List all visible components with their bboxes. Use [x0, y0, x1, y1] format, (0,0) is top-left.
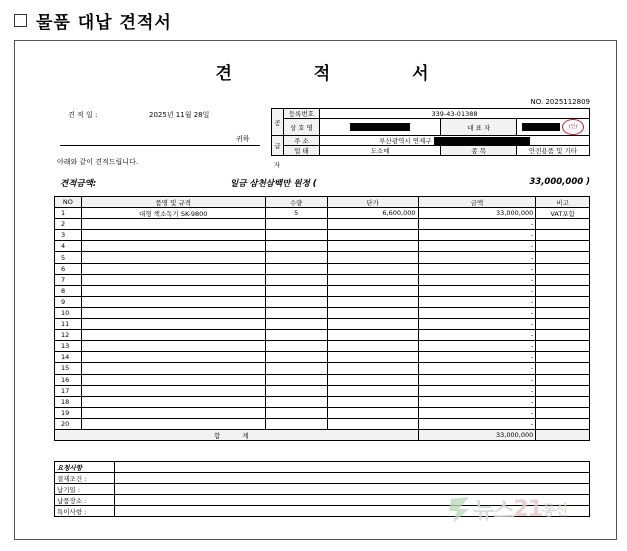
- row-no: 7: [55, 274, 82, 285]
- row-item-name: [81, 274, 265, 285]
- row-no: 1: [55, 208, 82, 219]
- row-note: [536, 352, 590, 363]
- row-no: 13: [55, 341, 82, 352]
- notes-row-label: 납기일 :: [55, 484, 115, 495]
- table-row: [55, 274, 590, 285]
- table-row: [55, 363, 590, 374]
- row-no: 20: [55, 418, 82, 429]
- row-no: 14: [55, 352, 82, 363]
- table-row: [55, 208, 590, 219]
- row-qty: [265, 352, 327, 363]
- row-qty: [265, 230, 327, 241]
- row-amount: -: [418, 363, 536, 374]
- row-item-name: [81, 252, 265, 263]
- row-note: [536, 219, 590, 230]
- business-type-value: 도소매: [319, 146, 441, 156]
- row-unit-price: [327, 252, 418, 263]
- table-row: [55, 296, 590, 307]
- row-qty: [265, 396, 327, 407]
- row-no: 16: [55, 374, 82, 385]
- row-no: 18: [55, 396, 82, 407]
- intro-text: 아래와 같이 견적드립니다.: [57, 158, 139, 166]
- row-no: 5: [55, 252, 82, 263]
- row-amount: -: [418, 374, 536, 385]
- document-number: NO. 2025112809: [530, 98, 590, 106]
- reg-number-value: 339-43-01388: [319, 109, 589, 119]
- table-row: [55, 319, 590, 330]
- row-qty: [265, 407, 327, 418]
- row-qty: [265, 374, 327, 385]
- notes-header-value: [115, 462, 590, 473]
- notes-row-label: 결제조건 :: [55, 473, 115, 484]
- watermark-suffix: 통신: [542, 502, 568, 519]
- row-unit-price: [327, 307, 418, 318]
- row-unit-price: [327, 230, 418, 241]
- total-label: 합 계: [55, 429, 419, 440]
- row-unit-price: [327, 374, 418, 385]
- row-note: [536, 241, 590, 252]
- row-amount: -: [418, 385, 536, 396]
- row-amount: -: [418, 396, 536, 407]
- row-qty: [265, 307, 327, 318]
- row-note: [536, 296, 590, 307]
- table-row: [55, 307, 590, 318]
- redaction-bar: [434, 137, 530, 145]
- row-note: [536, 319, 590, 330]
- row-item-name: [81, 241, 265, 252]
- row-amount: -: [418, 319, 536, 330]
- row-item-name: [81, 385, 265, 396]
- row-item-name: 대형 책소독기 SK-9800: [81, 208, 265, 219]
- row-item-name: [81, 374, 265, 385]
- supplier-info-table: [271, 108, 590, 156]
- row-item-name: [81, 396, 265, 407]
- table-row: [55, 407, 590, 418]
- table-row: [55, 252, 590, 263]
- row-item-name: [81, 219, 265, 230]
- row-no: 4: [55, 241, 82, 252]
- redaction-bar: [350, 123, 410, 131]
- row-note: VAT포함: [536, 208, 590, 219]
- row-qty: [265, 363, 327, 374]
- table-row: [55, 352, 590, 363]
- row-note: [536, 407, 590, 418]
- row-no: 8: [55, 285, 82, 296]
- table-row: [55, 385, 590, 396]
- amount-korean: 일금 삼천삼백만 원정 (: [230, 179, 317, 189]
- address-value: 부산광역시 연제구: [319, 136, 589, 146]
- supplier-side-label-2: 급: [272, 136, 284, 156]
- header-qty: 수량: [265, 197, 327, 208]
- row-unit-price: [327, 296, 418, 307]
- items-table: [54, 196, 590, 441]
- row-amount: -: [418, 307, 536, 318]
- row-qty: [265, 285, 327, 296]
- row-item-name: [81, 307, 265, 318]
- row-note: [536, 307, 590, 318]
- row-unit-price: [327, 363, 418, 374]
- row-amount: -: [418, 263, 536, 274]
- category-label: 종 목: [441, 146, 517, 156]
- amount-label: 견적금액:: [60, 179, 97, 189]
- row-no: 11: [55, 319, 82, 330]
- row-amount: -: [418, 252, 536, 263]
- amount-row: [60, 177, 590, 191]
- company-name-label: 상 호 명: [283, 119, 319, 136]
- items-header-row: [55, 197, 590, 208]
- supplier-side-label-3: 자: [273, 161, 281, 169]
- news-watermark-logo: [447, 494, 567, 525]
- row-amount: -: [418, 352, 536, 363]
- quotation-document: [54, 44, 590, 524]
- row-no: 9: [55, 296, 82, 307]
- total-row: [55, 429, 590, 440]
- table-row: [55, 230, 590, 241]
- row-amount: -: [418, 341, 536, 352]
- row-no: 17: [55, 385, 82, 396]
- row-unit-price: [327, 385, 418, 396]
- row-qty: [265, 241, 327, 252]
- row-amount: -: [418, 330, 536, 341]
- reg-number-label: 등록번호: [283, 109, 319, 119]
- row-amount: -: [418, 241, 536, 252]
- row-unit-price: [327, 319, 418, 330]
- row-qty: [265, 330, 327, 341]
- row-unit-price: [327, 274, 418, 285]
- heading-text: 물품 대납 견적서: [36, 12, 172, 33]
- row-note: [536, 396, 590, 407]
- row-item-name: [81, 230, 265, 241]
- row-no: 10: [55, 307, 82, 318]
- notes-header: 요청사항: [55, 462, 115, 473]
- row-item-name: [81, 285, 265, 296]
- header-unit-price: 단가: [327, 197, 418, 208]
- row-qty: [265, 319, 327, 330]
- row-unit-price: [327, 241, 418, 252]
- row-unit-price: [327, 263, 418, 274]
- notes-row-value: [115, 484, 590, 495]
- row-note: [536, 330, 590, 341]
- row-unit-price: [327, 407, 418, 418]
- notes-row-label: 특이사항 :: [55, 506, 115, 517]
- row-note: [536, 274, 590, 285]
- supplier-side-label-1: 공: [272, 109, 284, 136]
- row-unit-price: [327, 341, 418, 352]
- row-qty: [265, 341, 327, 352]
- table-row: [55, 219, 590, 230]
- date-value: 2025년 11월 28일: [149, 111, 210, 119]
- row-amount: -: [418, 296, 536, 307]
- row-qty: [265, 274, 327, 285]
- company-seal-icon: (인): [562, 119, 584, 135]
- table-row: [55, 418, 590, 429]
- table-row: [55, 396, 590, 407]
- row-amount: -: [418, 418, 536, 429]
- notes-row-value: [115, 473, 590, 484]
- table-row: [55, 341, 590, 352]
- row-note: [536, 363, 590, 374]
- row-amount: -: [418, 407, 536, 418]
- row-item-name: [81, 263, 265, 274]
- row-amount: -: [418, 285, 536, 296]
- row-item-name: [81, 407, 265, 418]
- table-row: [55, 285, 590, 296]
- row-note: [536, 230, 590, 241]
- ceo-label: 대 표 자: [441, 119, 517, 136]
- address-label: 주 소: [283, 136, 319, 146]
- row-unit-price: [327, 285, 418, 296]
- table-row: [55, 241, 590, 252]
- row-amount: -: [418, 274, 536, 285]
- row-item-name: [81, 330, 265, 341]
- watermark-leaf-icon: [447, 495, 473, 525]
- total-amount: 33,000,000: [418, 429, 536, 440]
- row-item-name: [81, 319, 265, 330]
- row-amount: -: [418, 230, 536, 241]
- row-item-name: [81, 363, 265, 374]
- row-note: [536, 252, 590, 263]
- row-no: 19: [55, 407, 82, 418]
- watermark-number: 21: [513, 497, 543, 522]
- row-unit-price: [327, 418, 418, 429]
- company-name-value: [319, 119, 441, 136]
- table-row: [55, 263, 590, 274]
- row-qty: 5: [265, 208, 327, 219]
- notes-row-label: 납품장소 :: [55, 495, 115, 506]
- row-unit-price: [327, 219, 418, 230]
- row-note: [536, 285, 590, 296]
- ceo-value: [517, 119, 590, 136]
- row-no: 2: [55, 219, 82, 230]
- document-title: 견 적 서: [215, 64, 467, 84]
- header-name: 품명 및 규격: [81, 197, 265, 208]
- row-item-name: [81, 418, 265, 429]
- table-row: [55, 374, 590, 385]
- row-qty: [265, 263, 327, 274]
- watermark-text: 뉴스: [473, 499, 514, 524]
- row-item-name: [81, 341, 265, 352]
- row-item-name: [81, 352, 265, 363]
- amount-number: 33,000,000 ): [529, 177, 590, 187]
- row-unit-price: [327, 352, 418, 363]
- row-note: [536, 341, 590, 352]
- row-qty: [265, 219, 327, 230]
- page-heading: [14, 7, 172, 33]
- category-value: 안전용품 및 기타: [517, 146, 590, 156]
- row-no: 12: [55, 330, 82, 341]
- row-unit-price: [327, 396, 418, 407]
- row-note: [536, 263, 590, 274]
- row-amount: 33,000,000: [418, 208, 536, 219]
- row-note: [536, 418, 590, 429]
- row-qty: [265, 296, 327, 307]
- row-qty: [265, 418, 327, 429]
- row-no: 3: [55, 230, 82, 241]
- header-no: NO: [55, 197, 82, 208]
- business-type-label: 업 태: [283, 146, 319, 156]
- table-row: [55, 330, 590, 341]
- row-note: [536, 385, 590, 396]
- total-note: [536, 429, 590, 440]
- recipient-suffix: 귀하: [236, 135, 250, 143]
- redaction-bar: [522, 123, 560, 131]
- row-no: 15: [55, 363, 82, 374]
- row-amount: -: [418, 219, 536, 230]
- row-no: 6: [55, 263, 82, 274]
- header-note: 비고: [536, 197, 590, 208]
- quotation-document-frame: [14, 40, 617, 540]
- row-unit-price: [327, 330, 418, 341]
- row-item-name: [81, 296, 265, 307]
- row-note: [536, 374, 590, 385]
- row-qty: [265, 252, 327, 263]
- row-qty: [265, 385, 327, 396]
- recipient-underline: [60, 145, 260, 146]
- checkbox-square-icon: [14, 14, 27, 27]
- header-amount: 금액: [418, 197, 536, 208]
- row-unit-price: 6,600,000: [327, 208, 418, 219]
- date-label: 견 적 일 :: [68, 111, 98, 119]
